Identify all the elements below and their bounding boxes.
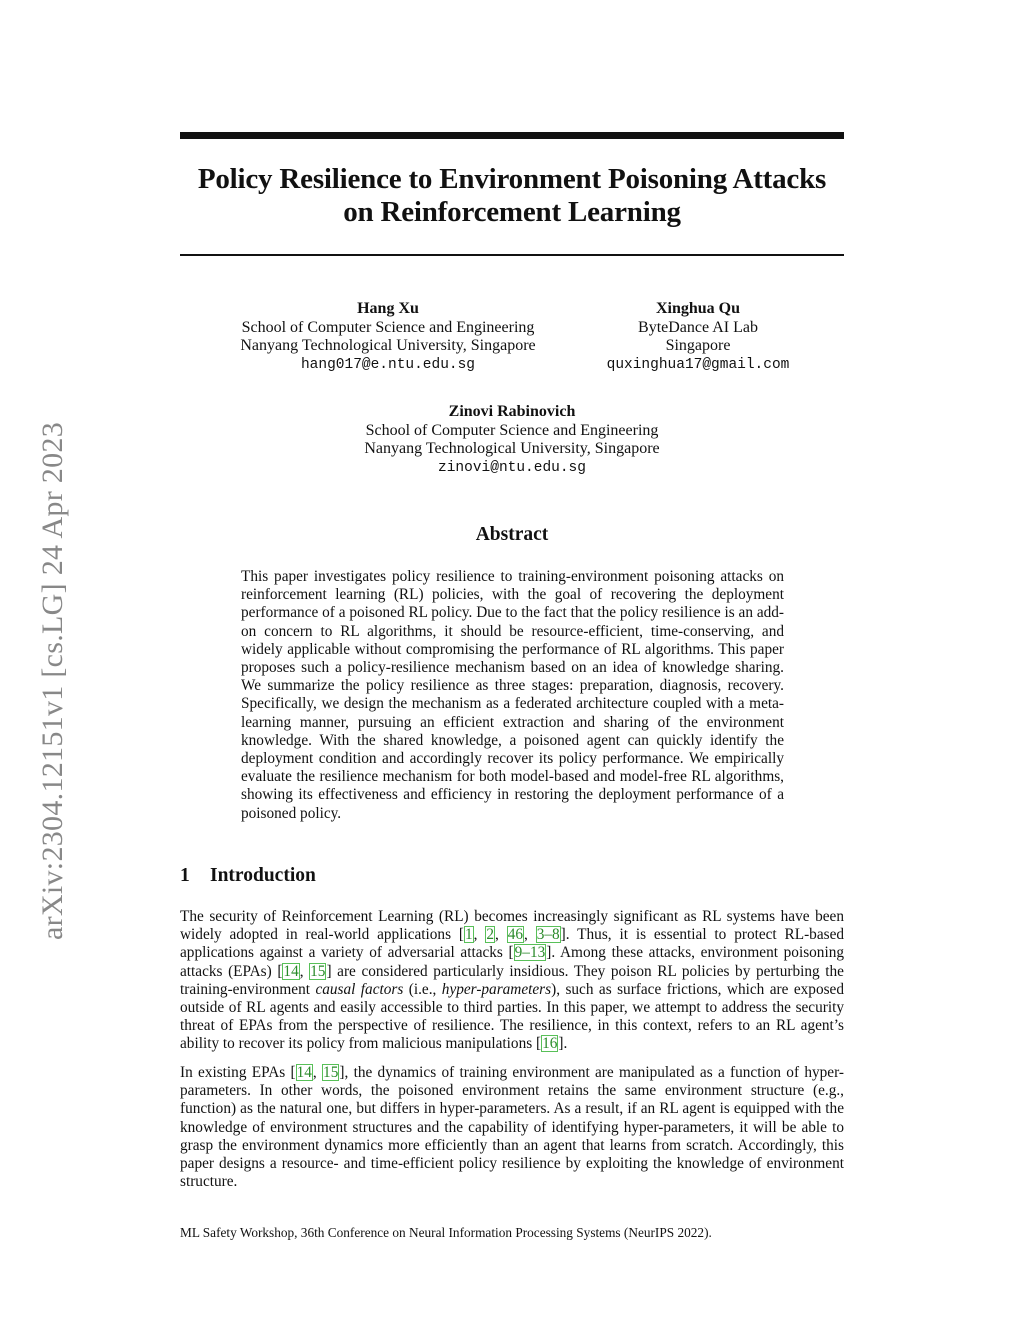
author-email[interactable]: hang017@e.ntu.edu.sg — [300, 356, 476, 373]
text-run: ]. — [558, 1035, 568, 1053]
title-rule-bottom — [180, 254, 844, 256]
citation-link[interactable]: 1 — [465, 926, 473, 944]
text-run: ]. Among these attacks, environment poisoning attacks (EPAs) [ — [180, 944, 844, 980]
title-rule-top — [180, 132, 844, 139]
abstract-heading: Abstract — [475, 524, 549, 545]
text-run: In existing EPAs [ — [180, 1064, 296, 1081]
author-affiliation: Nanyang Technological University, Singapore — [240, 337, 536, 354]
citation-link[interactable]: 46 — [507, 926, 524, 944]
emphasis-text: causal factors — [315, 980, 404, 998]
text-run: , — [299, 962, 310, 980]
text-run: , — [312, 1064, 323, 1081]
text-run: ), such as surface frictions, which are exposed outside of RL agents and easily accessible to third parties. In this paper, we attempt to address the security threat of EPAs from the perspective of resilience. The resilience, in this context, refers to an RL agent’s ability to recover its policy from malicious manipulations [ — [180, 980, 844, 1053]
intro-paragraph-2 — [180, 1064, 844, 1191]
author-affiliation: School of Computer Science and Engineering — [365, 421, 659, 439]
text-run: (i.e., — [403, 980, 442, 998]
abstract-text: This paper investigates policy resilience to training-environment poisoning attacks on reinforcement learning (RL) policies, with the goal of recovering the deployment performance of a poisoned RL policy. Due to the fact that the policy resilience is an add-on concern to RL algorithms, it should be resource-efficient, time-conserving, and widely applicable without compromising the performance of RL algorithms. This paper proposes such a policy-resilience mechanism based on an idea of knowledge sharing. We summarize the policy resilience as three stages: preparation, diagnosis, recovery. Specifically, we design the mechanism as a federated architecture coupled with a meta-learning manner, pursuing an efficient extraction and sharing of the environment knowledge. With the shared knowledge, a poisoned agent can quickly identify the deployment condition and accordingly recover its policy performance. We empirically evaluate the resilience mechanism for both model-based and model-free RL algorithms, showing its effectiveness and efficiency in restoring the deployment performance of a poisoned policy. — [241, 568, 784, 822]
text-run: , — [524, 926, 536, 944]
text-run: ] are considered particularly insidious. They poison RL policies by perturbing the training-environment — [180, 962, 844, 998]
author-block-2 — [588, 300, 808, 374]
author-affiliation: ByteDance AI Lab — [638, 318, 758, 336]
intro-paragraph-1 — [180, 908, 844, 1054]
author-affiliation: Singapore — [665, 337, 731, 354]
citation-link[interactable]: 9–13 — [514, 944, 546, 962]
paper-title — [180, 163, 844, 229]
author-block-3 — [332, 403, 692, 477]
text-run: The security of Reinforcement Learning (RL) becomes increasingly significant as RL systems have been widely adopted in real-world applications [ — [180, 908, 844, 944]
author-affiliation: School of Computer Science and Engineering — [241, 318, 535, 336]
citation-link[interactable]: 14 — [296, 1064, 312, 1081]
text-run: , — [473, 926, 486, 944]
citation-link[interactable]: 3–8 — [536, 926, 560, 944]
title-line-2: on Reinforcement Learning — [343, 196, 681, 228]
emphasis-text: hyper-parameters — [441, 980, 552, 998]
citation-link[interactable]: 2 — [486, 926, 495, 944]
footer-venue-note: ML Safety Workshop, 36th Conference on Neural Information Processing Systems (NeurIPS 2022). — [180, 1225, 712, 1240]
citation-link[interactable]: 16 — [542, 1035, 558, 1053]
author-email[interactable]: zinovi@ntu.edu.sg — [438, 459, 586, 476]
citation-link[interactable]: 14 — [283, 962, 299, 980]
title-line-1: Policy Resilience to Environment Poisoning Attacks — [197, 163, 827, 195]
author-name: Zinovi Rabinovich — [448, 403, 576, 420]
citation-link[interactable]: 15 — [323, 1064, 339, 1081]
arxiv-side-stamp: arXiv:2304.12151v1 [cs.LG] 24 Apr 2023 — [36, 421, 69, 940]
section-heading — [180, 865, 316, 887]
author-name: Hang Xu — [357, 300, 419, 317]
text-run: ]. Thus, it is essential to protect RL-based applications against a variety of adversarial attacks [ — [180, 926, 845, 962]
text-run: , — [495, 926, 507, 944]
author-name: Xinghua Qu — [655, 300, 741, 317]
citation-link[interactable]: 15 — [310, 962, 326, 980]
text-run: ], the dynamics of training environment are manipulated as a function of hyper-parameters. In other words, the poisoned environment retains the same environment structure (e.g., function) as the natural one, but differs in hyper-parameters. As a result, if an RL agent is equipped with the knowledge of environment structures and the capability of identifying hyper-parameters, it will be able to grasp the environment dynamics more efficiently than an agent that learns from scratch. Accordingly, this paper designs a resource- and time-efficient policy resilience by exploiting the knowledge of environment structure. — [180, 1064, 844, 1191]
author-block-1 — [208, 300, 568, 374]
section-number: 1 — [180, 865, 190, 886]
author-affiliation: Nanyang Technological University, Singapore — [364, 440, 660, 457]
section-title: Introduction — [210, 865, 316, 886]
author-email[interactable]: quxinghua17@gmail.com — [606, 356, 790, 373]
